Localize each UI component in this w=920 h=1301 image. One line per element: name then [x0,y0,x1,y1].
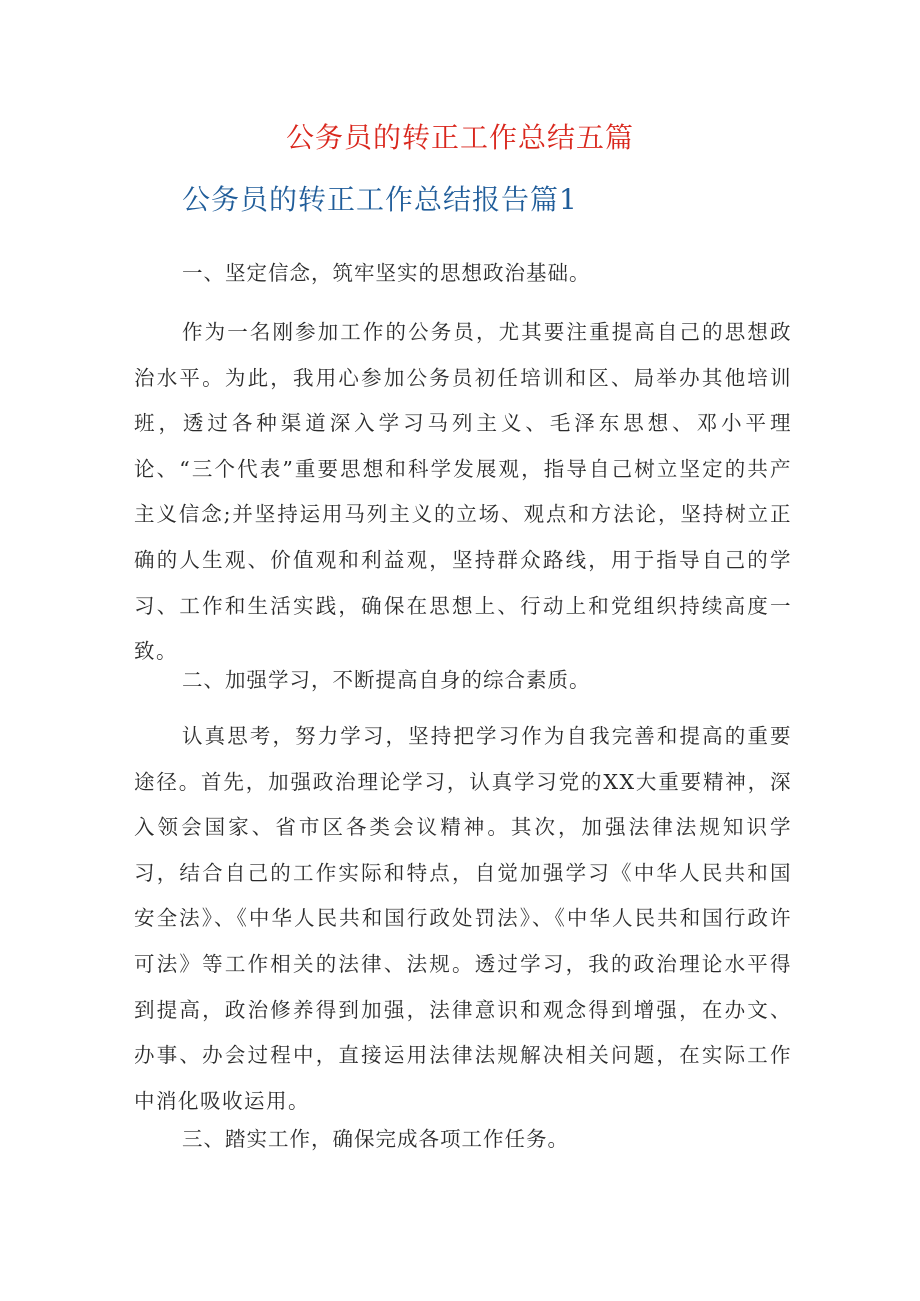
paragraph-1: 作为一名刚参加工作的公务员，尤其要注重提高自己的思想政治水平。为此，我用心参加公务员初任培训和区、局举办其他培训班，透过各种渠道深入学习马列主义、毛泽东思想、邓小平理论、“三个代表”重要思想和科学发展观，指导自己树立坚定的共产主义信念;并坚持运用马列主义的立场、观点和方法论，坚持树立正确的人生观、价值观和利益观，坚持群众路线，用于指导自己的学习、工作和生活实践，确保在思想上、行动上和党组织持续高度一致。 [134,320,792,664]
section-title: 公务员的转正工作总结报告篇1 [182,183,578,216]
paragraph-2: 认真思考，努力学习，坚持把学习作为自我完善和提高的重要途径。首先，加强政治理论学习，认真学习党的XX大重要精神，深入领会国家、省市区各类会议精神。其次，加强法律法规知识学习，结合自己的工作实际和特点，自觉加强学习《中华人民共和国安全法》、《中华人民共和国行政处罚法》、《中华人民共和国行政许可法》等工作相关的法律、法规。透过学习，我的政治理论水平得到提高，政治修养得到加强，法律意识和观念得到增强，在办文、办事、办会过程中，直接运用法律法规解决相关问题，在实际工作中消化吸收运用。 [134,724,792,1113]
document-title: 公务员的转正工作总结五篇 [285,121,634,154]
heading-1: 一、坚定信念，筑牢坚实的思想政治基础。 [182,261,591,285]
heading-3: 三、踏实工作，确保完成各项工作任务。 [182,1127,569,1151]
heading-2: 二、加强学习，不断提高自身的综合素质。 [182,668,591,692]
